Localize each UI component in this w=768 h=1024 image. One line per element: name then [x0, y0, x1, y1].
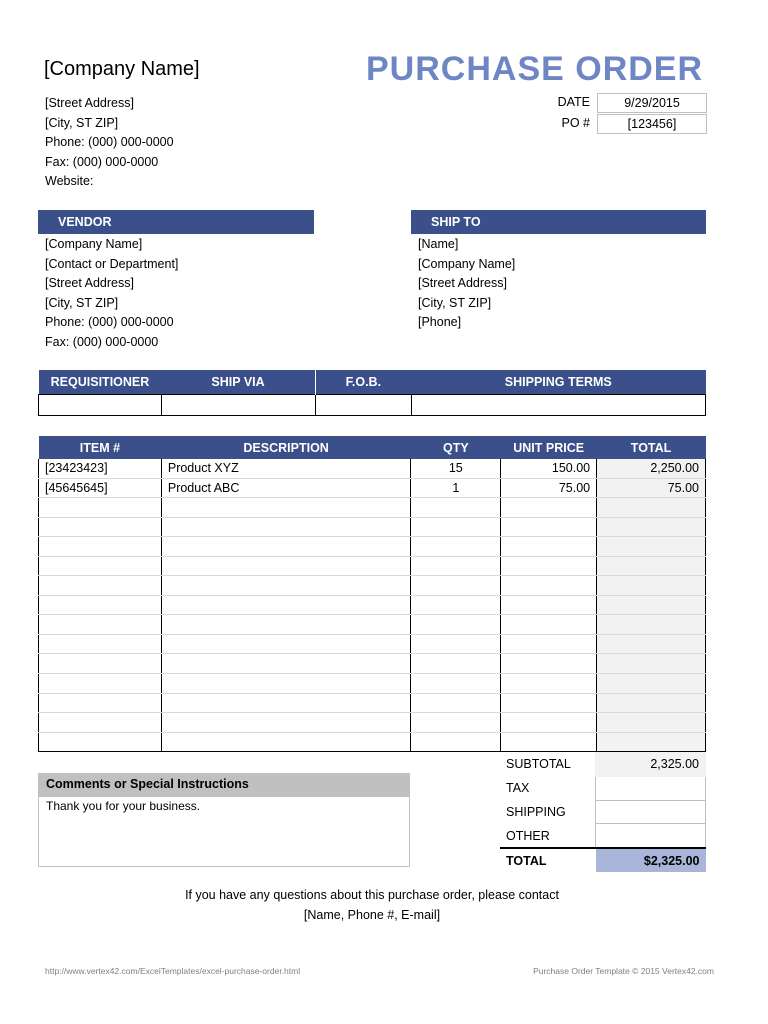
description-cell[interactable] [161, 615, 411, 635]
ship-to-address [418, 235, 515, 333]
unit-price-cell[interactable] [501, 654, 597, 674]
unit-price-cell[interactable]: 75.00 [501, 478, 597, 498]
comments-field[interactable]: Thank you for your business. [38, 796, 410, 867]
description-cell[interactable] [161, 693, 411, 713]
table-row-empty [39, 517, 706, 537]
qty-header: QTY [411, 436, 501, 459]
description-cell[interactable]: Product ABC [161, 478, 411, 498]
po-number-field[interactable]: [123456] [597, 114, 707, 134]
table-row-empty [39, 674, 706, 694]
qty-cell[interactable] [411, 498, 501, 518]
fob-cell[interactable] [315, 395, 411, 416]
requisitioner-header: REQUISITIONER [39, 370, 162, 395]
requisitioner-cell[interactable] [39, 395, 162, 416]
unit-price-cell[interactable] [501, 498, 597, 518]
line-total-cell [597, 693, 706, 713]
website-line: Website: [45, 174, 94, 188]
address-line: [City, ST ZIP] [45, 115, 119, 130]
vendor-line: [City, ST ZIP] [45, 295, 119, 310]
ship-via-header: SHIP VIA [161, 370, 315, 395]
shipping-table [38, 370, 706, 416]
fob-header: F.O.B. [315, 370, 411, 395]
tax-label: TAX [506, 781, 530, 796]
unit-price-cell[interactable] [501, 713, 597, 733]
line-total-cell [597, 615, 706, 635]
ship-to-line: [Street Address] [418, 276, 507, 290]
item-number-cell[interactable]: [45645645] [39, 478, 162, 498]
item-number-cell[interactable] [39, 595, 162, 615]
line-total-cell [597, 517, 706, 537]
line-total-cell [597, 634, 706, 654]
unit-price-cell[interactable] [501, 693, 597, 713]
vendor-line: Phone: (000) 000-0000 [45, 315, 174, 329]
description-cell[interactable] [161, 498, 411, 518]
vendor-line: Fax: (000) 000-0000 [45, 334, 159, 349]
table-row-empty [39, 537, 706, 557]
other-field[interactable] [596, 824, 706, 848]
item-number-cell[interactable] [39, 498, 162, 518]
description-cell[interactable] [161, 556, 411, 576]
description-cell[interactable] [161, 713, 411, 733]
item-number-cell[interactable] [39, 693, 162, 713]
unit-price-cell[interactable] [501, 674, 597, 694]
items-table [38, 436, 706, 752]
description-cell[interactable] [161, 634, 411, 654]
total-label: TOTAL [500, 848, 596, 872]
qty-cell[interactable] [411, 517, 501, 537]
description-cell[interactable] [161, 732, 411, 752]
comments-heading: Comments or Special Instructions [38, 773, 410, 796]
description-cell[interactable]: Product XYZ [161, 459, 411, 478]
contact-details: [Name, Phone #, E-mail] [303, 908, 441, 922]
item-number-cell[interactable] [39, 732, 162, 752]
vendor-line: [Street Address] [45, 276, 134, 290]
vendor-heading: VENDOR [38, 210, 314, 234]
date-field[interactable]: 9/29/2015 [597, 93, 707, 113]
description-cell[interactable] [161, 654, 411, 674]
table-row-empty [39, 713, 706, 733]
item-number-cell[interactable] [39, 713, 162, 733]
unit-price-cell[interactable] [501, 595, 597, 615]
ship-to-heading: SHIP TO [411, 210, 706, 234]
table-row-empty [39, 654, 706, 674]
item-number-cell[interactable] [39, 634, 162, 654]
description-cell[interactable] [161, 595, 411, 615]
item-number-cell[interactable] [39, 576, 162, 596]
unit-price-cell[interactable] [501, 732, 597, 752]
shipping-label: SHIPPING [506, 804, 566, 819]
grand-total-value: $2,325.00 [596, 848, 706, 872]
line-total-cell [597, 713, 706, 733]
table-row-empty [39, 556, 706, 576]
line-total-cell [597, 674, 706, 694]
subtotal-label: SUBTOTAL [506, 757, 571, 772]
unit-price-cell[interactable] [501, 537, 597, 557]
table-row [39, 478, 706, 498]
table-row-empty [39, 615, 706, 635]
tax-field[interactable] [596, 776, 706, 800]
ship-to-line: [Name] [418, 237, 459, 251]
page-title: PURCHASE ORDER [366, 50, 704, 88]
qty-cell[interactable] [411, 732, 501, 752]
qty-cell[interactable]: 15 [411, 459, 501, 478]
contact-note: If you have any questions about this purchase order, please contact [185, 888, 559, 902]
unit-price-header: UNIT PRICE [501, 436, 597, 459]
table-row [39, 459, 706, 478]
shipping-terms-header: SHIPPING TERMS [411, 370, 705, 395]
line-total-cell: 2,250.00 [597, 459, 706, 478]
item-number-cell[interactable] [39, 517, 162, 537]
unit-price-cell[interactable] [501, 576, 597, 596]
subtotal-value: 2,325.00 [596, 753, 706, 777]
description-header: DESCRIPTION [161, 436, 411, 459]
description-cell[interactable] [161, 537, 411, 557]
item-number-cell[interactable] [39, 537, 162, 557]
qty-cell[interactable] [411, 537, 501, 557]
qty-cell[interactable] [411, 595, 501, 615]
total-header: TOTAL [597, 436, 706, 459]
table-row-empty [39, 498, 706, 518]
line-total-cell [597, 576, 706, 596]
unit-price-cell[interactable]: 150.00 [501, 459, 597, 478]
unit-price-cell[interactable] [501, 556, 597, 576]
line-total-cell [597, 498, 706, 518]
qty-cell[interactable] [411, 615, 501, 635]
description-cell[interactable] [161, 576, 411, 596]
item-number-cell[interactable] [39, 615, 162, 635]
qty-cell[interactable] [411, 674, 501, 694]
table-row-empty [39, 732, 706, 752]
table-row-empty [39, 634, 706, 654]
table-row-empty [39, 576, 706, 596]
qty-cell[interactable] [411, 654, 501, 674]
unit-price-cell[interactable] [501, 615, 597, 635]
po-label: PO # [561, 116, 590, 130]
ship-to-line: [Phone] [418, 315, 462, 329]
ship-via-cell[interactable] [161, 395, 315, 416]
vendor-line: [Contact or Department] [45, 256, 179, 271]
unit-price-cell[interactable] [501, 634, 597, 654]
fax-line: Fax: (000) 000-0000 [45, 154, 159, 169]
vendor-address [45, 235, 178, 352]
line-total-cell [597, 654, 706, 674]
address-line: [Street Address] [45, 96, 134, 110]
line-total-cell [597, 537, 706, 557]
shipping-terms-cell[interactable] [411, 395, 705, 416]
table-row-empty [39, 595, 706, 615]
unit-price-cell[interactable] [501, 517, 597, 537]
line-total-cell [597, 595, 706, 615]
other-label: OTHER [506, 828, 550, 843]
company-name: [Company Name] [44, 58, 200, 80]
company-address [45, 94, 174, 192]
phone-line: Phone: (000) 000-0000 [45, 135, 174, 149]
qty-cell[interactable] [411, 556, 501, 576]
qty-cell[interactable] [411, 634, 501, 654]
footer-url[interactable]: http://www.vertex42.com/ExcelTemplates/excel-purchase-order.html [45, 966, 301, 976]
qty-cell[interactable] [411, 693, 501, 713]
ship-to-line: [City, ST ZIP] [418, 295, 492, 310]
description-cell[interactable] [161, 517, 411, 537]
item-number-cell[interactable] [39, 654, 162, 674]
date-label: DATE [557, 95, 590, 109]
vendor-line: [Company Name] [45, 237, 143, 251]
item-number-cell[interactable] [39, 674, 162, 694]
ship-to-line: [Company Name] [418, 256, 516, 271]
line-total-cell [597, 556, 706, 576]
item-number-cell[interactable] [39, 556, 162, 576]
item-number-cell[interactable]: [23423423] [39, 459, 162, 478]
line-total-cell: 75.00 [597, 478, 706, 498]
description-cell[interactable] [161, 674, 411, 694]
qty-cell[interactable] [411, 576, 501, 596]
footer-copyright: Purchase Order Template © 2015 Vertex42.com [533, 966, 714, 976]
qty-cell[interactable] [411, 713, 501, 733]
line-total-cell [597, 732, 706, 752]
item-number-header: ITEM # [39, 436, 162, 459]
qty-cell[interactable]: 1 [411, 478, 501, 498]
shipping-cost-field[interactable] [596, 800, 706, 824]
totals-table [500, 752, 706, 872]
table-row-empty [39, 693, 706, 713]
